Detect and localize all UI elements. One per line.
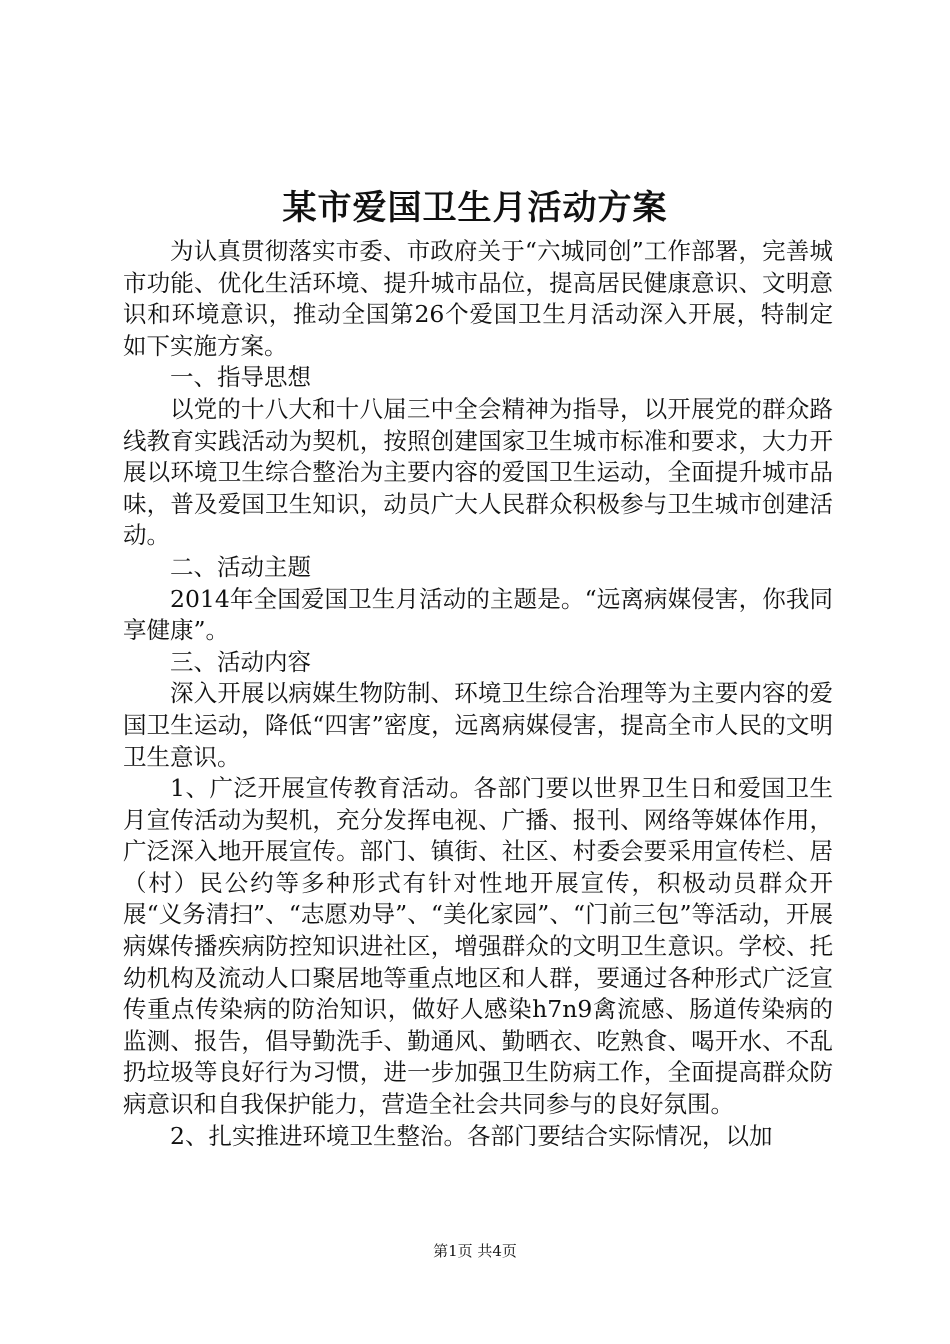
document-title: 某市爱国卫生月活动方案 xyxy=(282,188,668,228)
activity-theme-paragraph: 2014年全国爱国卫生月活动的主题是。“远离病媒侵害，你我同享健康”。 xyxy=(123,584,833,645)
page-footer: 第1页 共4页 xyxy=(433,1242,517,1260)
intro-paragraph: 为认真贯彻落实市委、市政府关于“六城同创”工作部署，完善城市功能、优化生活环境、提升城市品位，提高居民健康意识、文明意识和环境意识，推动全国第26个爱国卫生月活动深入开展，特制定如下实施方案。 xyxy=(123,237,833,360)
guiding-ideology-paragraph: 以党的十八大和十八届三中全会精神为指导，以开展党的群众路线教育实践活动为契机，按照创建国家卫生城市标准和要求，大力开展以环境卫生综合整治为主要内容的爱国卫生运动，全面提升城市品味，普及爱国卫生知识，动员广大人民群众积极参与卫生城市创建活动。 xyxy=(123,394,833,550)
section-heading-activity-theme: 二、活动主题 xyxy=(170,552,311,581)
document-body xyxy=(123,236,833,1152)
section-heading-guiding-ideology: 一、指导思想 xyxy=(170,363,311,392)
section-heading-activity-content: 三、活动内容 xyxy=(170,647,311,676)
item-2-paragraph: 2、扎实推进环境卫生整治。各部门要结合实际情况，以加 xyxy=(170,1121,773,1150)
item-1-paragraph: 1、广泛开展宣传教育活动。各部门要以世界卫生日和爱国卫生月宣传活动为契机，充分发挥电视、广播、报刊、网络等媒体作用，广泛深入地开展宣传。部门、镇街、社区、村委会要采用宣传栏、居（村）民公约等多种形式有针对性地开展宣传，积极动员群众开展“义务清扫”、“志愿劝导”、“美化家园”、“门前三包”等活动，开展病媒传播疾病防控知识进社区，增强群众的文明卫生意识。学校、托幼机构及流动人口聚居地等重点地区和人群，要通过各种形式广泛宣传重点传染病的防治知识，做好人感染h7n9禽流感、肠道传染病的监测、报告，倡导勤洗手、勤通风、勤晒衣、吃熟食、喝开水、不乱扔垃圾等良好行为习惯，进一步加强卫生防病工作，全面提高群众防病意识和自我保护能力，营造全社会共同参与的良好氛围。 xyxy=(123,774,833,1119)
activity-content-paragraph: 深入开展以病媒生物防制、环境卫生综合治理等为主要内容的爱国卫生运动，降低“四害”密度，远离病媒侵害，提高全市人民的文明卫生意识。 xyxy=(123,679,833,771)
